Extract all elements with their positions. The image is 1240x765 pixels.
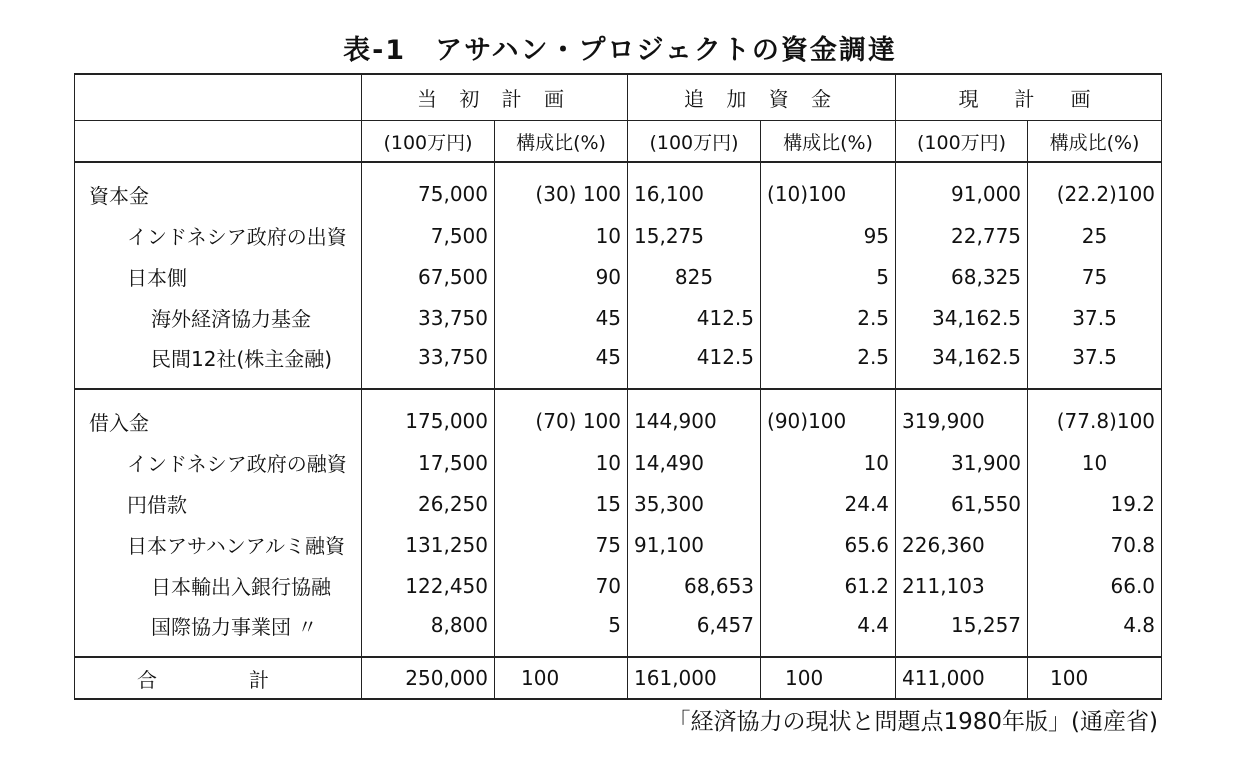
header-unit: (100万円) <box>362 121 495 163</box>
cell: 91,000 <box>896 162 1028 215</box>
table-row <box>75 162 1162 215</box>
row-label: インドネシア政府の出資 <box>75 215 362 256</box>
total-label-a: 合 <box>137 667 157 692</box>
cell: 15 <box>495 483 628 524</box>
row-label: 国際協力事業団 〃 <box>75 606 362 657</box>
cell: 67,500 <box>362 256 495 297</box>
cell: 319,900 <box>896 389 1028 442</box>
cell: 61,550 <box>896 483 1028 524</box>
row-label: 借入金 <box>75 389 362 442</box>
cell: 10 <box>495 215 628 256</box>
cell: 33,750 <box>362 297 495 338</box>
row-label: 日本輸出入銀行協融 <box>75 565 362 606</box>
cell: 19.2 <box>1028 483 1162 524</box>
cell: 68,653 <box>628 565 761 606</box>
cell: 412.5 <box>628 297 761 338</box>
cell: 8,800 <box>362 606 495 657</box>
cell: 100 <box>761 657 896 699</box>
cell: 70.8 <box>1028 524 1162 565</box>
header-unit: (100万円) <box>896 121 1028 163</box>
cell: 22,775 <box>896 215 1028 256</box>
cell: 61.2 <box>761 565 896 606</box>
cell: 37.5 <box>1028 297 1162 338</box>
header-row-groups <box>75 74 1162 121</box>
table-row <box>75 256 1162 297</box>
header-corner-2 <box>75 121 362 163</box>
row-label: インドネシア政府の融資 <box>75 442 362 483</box>
table-title: 表-1 アサハン・プロジェクトの資金調達 <box>343 35 897 66</box>
header-unit: (100万円) <box>628 121 761 163</box>
cell: 144,900 <box>628 389 761 442</box>
cell: 7,500 <box>362 215 495 256</box>
cell: 75,000 <box>362 162 495 215</box>
total-label <box>75 657 362 699</box>
table-row <box>75 483 1162 524</box>
total-row <box>75 657 1162 699</box>
cell: 10 <box>1028 442 1162 483</box>
header-additional-funds: 追 加 資 金 <box>628 74 896 121</box>
table-row <box>75 524 1162 565</box>
cell: 90 <box>495 256 628 297</box>
cell: 4.8 <box>1028 606 1162 657</box>
cell: 10 <box>761 442 896 483</box>
cell: 37.5 <box>1028 338 1162 389</box>
cell: 17,500 <box>362 442 495 483</box>
cell: 91,100 <box>628 524 761 565</box>
cell: 100 <box>495 657 628 699</box>
header-initial-plan: 当 初 計 画 <box>362 74 628 121</box>
header-row-units <box>75 121 1162 163</box>
cell: 411,000 <box>896 657 1028 699</box>
table-row <box>75 606 1162 657</box>
cell: 161,000 <box>628 657 761 699</box>
cell: 25 <box>1028 215 1162 256</box>
row-label: 円借款 <box>75 483 362 524</box>
cell: (77.8)100 <box>1028 389 1162 442</box>
cell: 14,490 <box>628 442 761 483</box>
cell: 45 <box>495 297 628 338</box>
cell: 5 <box>761 256 896 297</box>
cell: 45 <box>495 338 628 389</box>
cell: 2.5 <box>761 338 896 389</box>
cell: 15,275 <box>628 215 761 256</box>
cell: 131,250 <box>362 524 495 565</box>
cell: 35,300 <box>628 483 761 524</box>
funding-table <box>74 73 1162 700</box>
row-label: 日本アサハンアルミ融資 <box>75 524 362 565</box>
cell: (30) 100 <box>495 162 628 215</box>
cell: 34,162.5 <box>896 297 1028 338</box>
cell: 100 <box>1028 657 1162 699</box>
cell: 75 <box>1028 256 1162 297</box>
cell: 24.4 <box>761 483 896 524</box>
table-row <box>75 297 1162 338</box>
header-corner <box>75 74 362 121</box>
table-row <box>75 389 1162 442</box>
cell: 5 <box>495 606 628 657</box>
source-citation: 「経済協力の現状と問題点1980年版」(通産省) <box>667 709 1158 735</box>
table-row <box>75 338 1162 389</box>
table-row <box>75 565 1162 606</box>
cell: (70) 100 <box>495 389 628 442</box>
cell: 15,257 <box>896 606 1028 657</box>
cell: 34,162.5 <box>896 338 1028 389</box>
cell: 226,360 <box>896 524 1028 565</box>
cell: (22.2)100 <box>1028 162 1162 215</box>
cell: 16,100 <box>628 162 761 215</box>
row-label: 日本側 <box>75 256 362 297</box>
row-label: 海外経済協力基金 <box>75 297 362 338</box>
header-current-plan: 現 計 画 <box>896 74 1162 121</box>
cell: 75 <box>495 524 628 565</box>
cell: 95 <box>761 215 896 256</box>
header-ratio: 構成比(%) <box>761 121 896 163</box>
header-ratio: 構成比(%) <box>495 121 628 163</box>
cell: 211,103 <box>896 565 1028 606</box>
row-label: 民間12社(株主金融) <box>75 338 362 389</box>
cell: 122,450 <box>362 565 495 606</box>
cell: 31,900 <box>896 442 1028 483</box>
cell: (90)100 <box>761 389 896 442</box>
cell: 412.5 <box>628 338 761 389</box>
cell: 250,000 <box>362 657 495 699</box>
cell: 6,457 <box>628 606 761 657</box>
cell: (10)100 <box>761 162 896 215</box>
table-row <box>75 215 1162 256</box>
cell: 26,250 <box>362 483 495 524</box>
cell: 825 <box>628 256 761 297</box>
cell: 65.6 <box>761 524 896 565</box>
header-ratio: 構成比(%) <box>1028 121 1162 163</box>
cell: 2.5 <box>761 297 896 338</box>
row-label: 資本金 <box>75 162 362 215</box>
cell: 68,325 <box>896 256 1028 297</box>
total-label-b: 計 <box>249 667 269 692</box>
cell: 66.0 <box>1028 565 1162 606</box>
table-row <box>75 442 1162 483</box>
cell: 175,000 <box>362 389 495 442</box>
cell: 4.4 <box>761 606 896 657</box>
cell: 10 <box>495 442 628 483</box>
cell: 33,750 <box>362 338 495 389</box>
cell: 70 <box>495 565 628 606</box>
